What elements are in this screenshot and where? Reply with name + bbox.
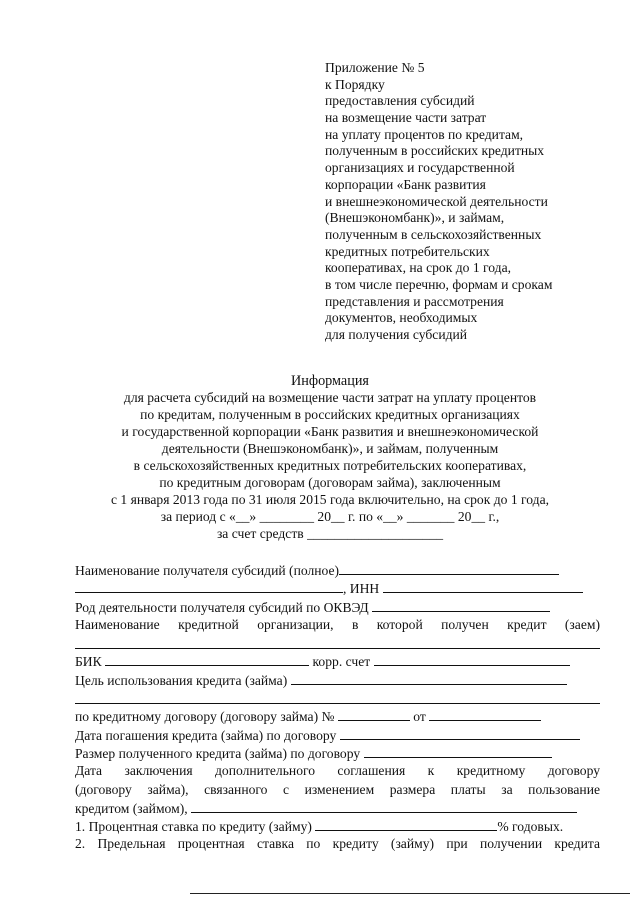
annex-line: организациях и государственной [325,160,515,176]
inn-label: , ИНН [343,581,380,597]
contract-row [75,708,600,726]
supplement-text: кредитом (займом), [75,800,188,816]
amount-label: Размер полученного кредита (займа) по договору [75,745,361,761]
purpose-label: Цель использования кредита (займа) [75,672,288,688]
info-line: по кредитным договорам (договорам займа), заключенным [159,475,501,490]
annex-line: на возмещение части затрат [325,110,487,126]
supplement-row-2 [75,782,600,800]
supplement-row-3 [75,800,600,818]
bik-row [75,653,600,671]
supplement-text: Дата заключения дополнительного соглашения к кредитному договору [75,763,600,779]
annex-line: к Порядку [325,76,385,92]
annex-header [325,60,552,344]
info-line: деятельности (Внешэкономбанк)», и займам, полученным [161,441,499,456]
annex-line: для получения субсидий [325,327,468,342]
contract-from-label: от [413,709,426,725]
bank-name-field[interactable] [75,635,600,653]
purpose-row [75,672,600,690]
annex-line: (Внешэкономбанк)», и займам, [325,210,505,226]
info-line: с 1 января 2013 года по 31 июля 2015 года включительно, на срок до 1 года, [110,492,550,507]
annex-line: предоставления субсидий [325,93,475,109]
recipient-name-continuation-field[interactable] [75,580,343,593]
info-line: по кредитам, полученным в российских кредитных организациях [140,407,520,422]
info-line: для расчета субсидий на возмещение части затрат на уплату процентов [123,390,537,405]
annex-line: представления и рассмотрения [325,293,504,309]
annex-line: в том числе перечню, формам и срокам [325,276,553,292]
corr-account-label: корр. счет [312,654,371,670]
supplement-date-field[interactable] [191,800,577,813]
annex-line: и внешнеэкономической деятельности [325,193,548,209]
annex-line: кооперативах, на срок до 1 года, [325,260,512,276]
bank-name-label: Наименование кредитной организации, в которой получен кредит (заем) [75,616,600,632]
contract-date-field[interactable] [429,708,541,721]
amount-row [75,745,600,763]
interest-rate-field[interactable] [315,818,497,831]
purpose-continuation-field[interactable] [75,690,600,708]
recipient-name-field[interactable] [339,562,559,575]
item1-row [75,818,600,836]
corr-account-field[interactable] [374,653,570,666]
inn-row [75,580,600,598]
annex-line: корпорации «Банк развития [325,176,486,192]
annex-line: полученным в российских кредитных [325,143,545,159]
item1-unit: % годовых. [497,819,564,835]
item2-row [75,836,600,854]
repay-date-row [75,727,600,745]
annex-line: кредитных потребительских [325,243,490,259]
annex-line: документов, необходимых [325,310,478,326]
recipient-form [75,562,600,855]
activity-field[interactable] [372,599,550,612]
info-line: и государственной корпорации «Банк развития и внешнеэкономической [121,424,539,439]
annex-line: полученным в сельскохозяйственных [325,226,542,242]
repay-date-field[interactable] [340,727,580,740]
purpose-field[interactable] [291,672,567,685]
annex-line: на уплату процентов по кредитам, [325,126,524,142]
item1-label: 1. Процентная ставка по кредиту (займу) [75,819,312,835]
activity-label: Род деятельности получателя субсидий по ОКВЭД [75,599,369,615]
recipient-name-label: Наименование получателя субсидий (полное) [75,563,340,578]
info-line: в сельскохозяйственных кредитных потребительских кооперативах, [133,458,527,473]
repay-date-label: Дата погашения кредита (займа) по договору [75,727,337,743]
info-funds-line: за счет средств ____________________ [216,526,444,541]
bottom-divider [190,893,630,894]
bank-name-row [75,617,600,635]
bik-label: БИК [75,654,102,670]
inn-field[interactable] [383,580,583,593]
supplement-row-1 [75,763,600,781]
bik-field[interactable] [105,653,309,666]
info-title: Информация [291,373,369,389]
info-period-line: за период с «__» ________ 20__ г. по «__» _______ 20__ г., [160,509,500,524]
amount-field[interactable] [364,745,552,758]
activity-row [75,599,600,617]
supplement-text: (договору займа), связанного с изменением размера платы за пользование [75,781,600,797]
contract-no-field[interactable] [338,708,410,721]
info-block [60,373,600,543]
item2-label: 2. Предельная процентная ставка по кредиту (займу) при получении кредита [75,836,600,852]
contract-no-label: по кредитному договору (договору займа) № [75,709,335,725]
annex-line: Приложение № 5 [325,60,425,75]
recipient-name-row [75,562,600,580]
